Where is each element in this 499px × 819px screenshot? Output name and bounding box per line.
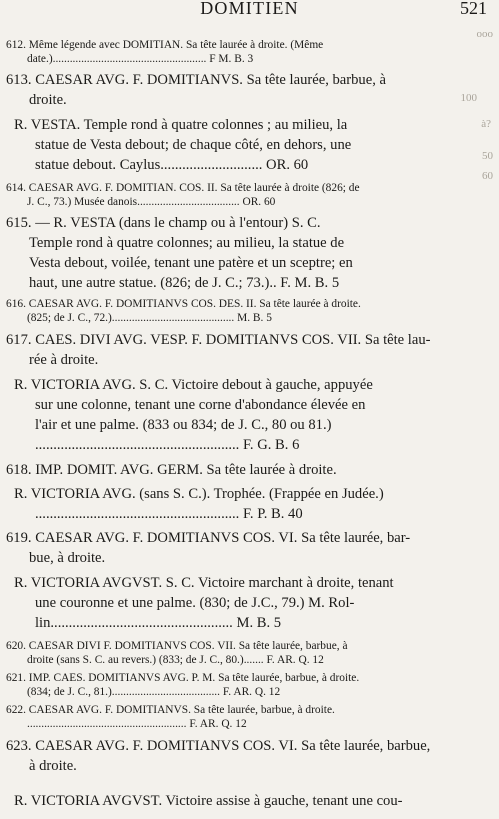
entry-line: R. VICTORIA AVG. (sans S. C.). Trophée. (Frappée en Judée.) xyxy=(14,486,384,502)
entry-line: statue de Vesta debout; de chaque côté, en dehors, une xyxy=(35,137,352,153)
entry-line: rée à droite. xyxy=(29,352,99,368)
page-title: DOMITIEN xyxy=(200,0,299,18)
entry-line: statue debout. Caylus............................ OR. 60 xyxy=(35,157,309,173)
margin-note: 50 xyxy=(482,150,493,162)
entry-line: 612. Même légende avec DOMITIAN. Sa tête laurée à droite. (Même xyxy=(6,39,324,51)
entry-line: haut, une autre statue. (826; de J. C.; 73.).. F. M. B. 5 xyxy=(29,275,340,291)
margin-note: à? xyxy=(481,118,491,130)
entry-line: 622. CAESAR AVG. F. DOMITIANVS. Sa tête laurée, barbue, à droite. xyxy=(6,704,335,716)
page-header xyxy=(0,0,499,20)
entry-line: droite (sans S. C. au revers.) (833; de J. C., 80.)....... F. AR. Q. 12 xyxy=(27,654,324,666)
entry-line: 619. CAESAR AVG. F. DOMITIANVS COS. VI. Sa tête laurée, bar- xyxy=(6,530,411,546)
entry-line: R. VESTA. Temple rond à quatre colonnes ; au milieu, la xyxy=(14,117,348,133)
margin-note: 60 xyxy=(482,170,493,182)
entry-line: ........................................................ F. G. B. 6 xyxy=(35,437,300,453)
margin-note: ooo xyxy=(476,28,493,40)
entry-line: droite. xyxy=(29,92,67,108)
margin-note: 100 xyxy=(460,92,477,104)
entry-line: 621. IMP. CAES. DOMITIANVS AVG. P. M. Sa tête laurée, barbue, à droite. xyxy=(6,672,360,684)
entry-line: ........................................................ F. AR. Q. 12 xyxy=(27,718,247,730)
entry-line: l'air et une palme. (833 ou 834; de J. C., 80 ou 81.) xyxy=(35,417,332,433)
entry-line: 623. CAESAR AVG. F. DOMITIANVS COS. VI. Sa tête laurée, barbue, xyxy=(6,738,431,754)
entry-line: 618. IMP. DOMIT. AVG. GERM. Sa tête laurée à droite. xyxy=(6,462,337,478)
entry-line: bue, à droite. xyxy=(29,550,106,566)
entry-line: R. VICTORIA AVGVST. Victoire assise à gauche, tenant une cou- xyxy=(14,793,403,809)
entry-line: 615. — R. VESTA (dans le champ ou à l'entour) S. C. xyxy=(6,215,321,231)
entry-line: une couronne et une palme. (830; de J.C., 79.) M. Rol- xyxy=(35,595,355,611)
entry-line: ........................................................ F. P. B. 40 xyxy=(35,506,303,522)
entry-line: sur une colonne, tenant une corne d'abondance élevée en xyxy=(35,397,366,413)
entry-line: 620. CAESAR DIVI F. DOMITIANVS COS. VII. Sa tête laurée, barbue, à xyxy=(6,640,348,652)
entry-line: 614. CAESAR AVG. F. DOMITIAN. COS. II. Sa tête laurée à droite (826; de xyxy=(6,182,360,194)
entry-line: (825; de J. C., 72.)........................................... M. B. 5 xyxy=(27,312,272,324)
entry-line: à droite. xyxy=(29,758,77,774)
entry-line: 616. CAESAR AVG. F. DOMITIANVS COS. DES. II. Sa tête laurée à droite. xyxy=(6,298,361,310)
entry-line: 617. CAES. DIVI AVG. VESP. F. DOMITIANVS COS. VII. Sa tête lau- xyxy=(6,332,431,348)
entry-line: Temple rond à quatre colonnes; au milieu, la statue de xyxy=(29,235,345,251)
entry-line: Vesta debout, voilée, tenant une patère et un sceptre; en xyxy=(29,255,353,271)
entry-line: lin.................................................. M. B. 5 xyxy=(35,615,282,631)
entry-line: (834; de J. C., 81.)...................................... F. AR. Q. 12 xyxy=(27,686,281,698)
entry-line: date.)...................................................... F M. B. 3 xyxy=(27,53,254,65)
entry-line: J. C., 73.) Musée danois.................................... OR. 60 xyxy=(27,196,276,208)
entry-line: R. VICTORIA AVGVST. S. C. Victoire marchant à droite, tenant xyxy=(14,575,394,591)
entry-line: R. VICTORIA AVG. S. C. Victoire debout à gauche, appuyée xyxy=(14,377,373,393)
page-number: 521 xyxy=(460,0,487,18)
entry-line: 613. CAESAR AVG. F. DOMITIANVS. Sa tête laurée, barbue, à xyxy=(6,72,386,88)
